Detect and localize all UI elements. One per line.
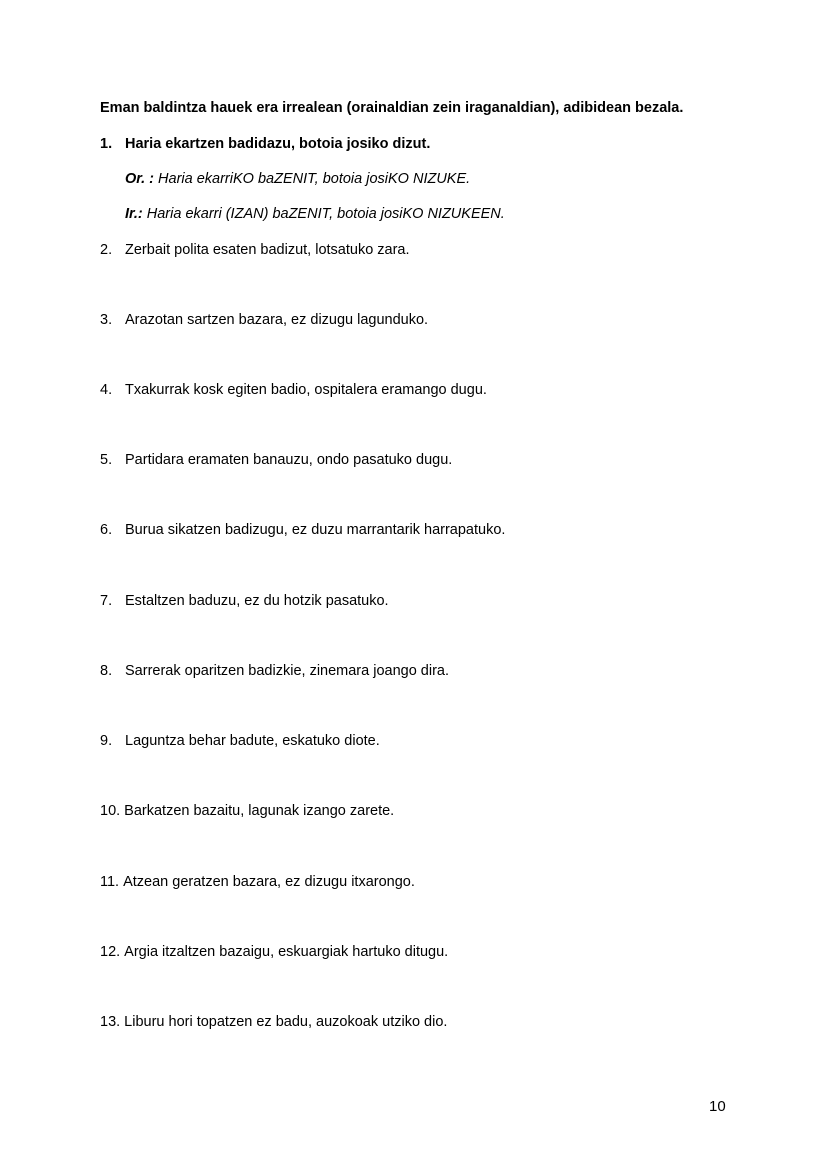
item-text: Haria ekartzen badidazu, botoia josiko dizut. [125, 136, 431, 152]
list-item-11 [100, 874, 415, 890]
item-number: 12. [100, 944, 121, 960]
list-item-10 [100, 803, 394, 819]
item-text: Atzean geratzen bazara, ez dizugu itxarongo. [123, 874, 415, 890]
item-number: 9. [100, 733, 113, 749]
item-number: 2. [100, 242, 113, 258]
item-number: 1. [100, 136, 113, 152]
list-item-3 [100, 312, 428, 328]
list-item-8 [100, 663, 449, 679]
item-text: Txakurrak kosk egiten badio, ospitalera eramango dugu. [125, 382, 487, 398]
example-tag: Or. : [125, 171, 155, 187]
item-number: 13. [100, 1014, 121, 1030]
item-number: 6. [100, 522, 113, 538]
example-text: Haria ekarriKO baZENIT, botoia josiKO NIZUKE. [154, 171, 471, 187]
item-text: Partidara eramaten banauzu, ondo pasatuko dugu. [125, 452, 453, 468]
example-present [125, 171, 470, 187]
list-item-13 [100, 1014, 447, 1030]
item-number: 8. [100, 663, 113, 679]
item-number: 11. [100, 874, 120, 890]
instruction-heading: Eman baldintza hauek era irrealean (orainaldian zein iraganaldian), adibidean bezala. [100, 100, 684, 116]
list-item-12 [100, 944, 448, 960]
item-text: Zerbait polita esaten badizut, lotsatuko zara. [125, 242, 410, 258]
example-text: Haria ekarri (IZAN) baZENIT, botoia josiKO NIZUKEEN. [142, 206, 505, 222]
item-text: Arazotan sartzen bazara, ez dizugu lagunduko. [125, 312, 429, 328]
list-item-4 [100, 382, 487, 398]
list-item-7 [100, 593, 389, 609]
item-number: 10. [100, 803, 121, 819]
item-number: 4. [100, 382, 113, 398]
list-item-6 [100, 522, 505, 538]
list-item-2 [100, 242, 410, 258]
list-item-1 [100, 136, 430, 152]
item-text: Liburu hori topatzen ez badu, auzokoak utziko dio. [124, 1014, 448, 1030]
item-text: Sarrerak oparitzen badizkie, zinemara joango dira. [125, 663, 450, 679]
item-text: Estaltzen baduzu, ez du hotzik pasatuko. [125, 593, 389, 609]
page-number: 10 [709, 1098, 726, 1115]
item-number: 7. [100, 593, 113, 609]
item-text: Burua sikatzen badizugu, ez duzu marrantarik harrapatuko. [125, 522, 506, 538]
item-number: 3. [100, 312, 113, 328]
item-text: Laguntza behar badute, eskatuko diote. [125, 733, 380, 749]
item-number: 5. [100, 452, 113, 468]
example-past [125, 206, 505, 222]
example-tag: Ir.: [125, 206, 143, 222]
item-text: Barkatzen bazaitu, lagunak izango zarete. [124, 803, 395, 819]
list-item-9 [100, 733, 380, 749]
list-item-5 [100, 452, 452, 468]
item-text: Argia itzaltzen bazaigu, eskuargiak hartuko ditugu. [124, 944, 449, 960]
